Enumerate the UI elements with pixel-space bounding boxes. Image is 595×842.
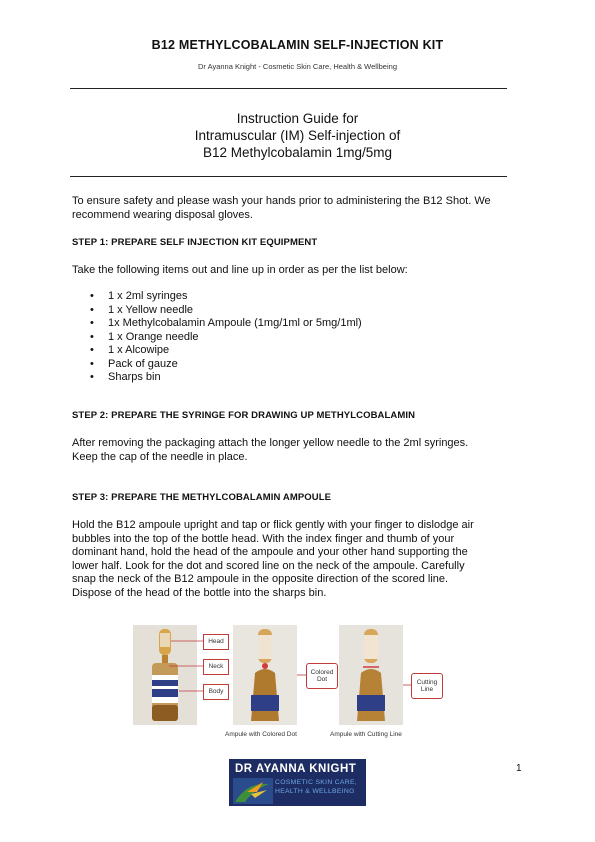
step2-line-2: Keep the cap of the needle in place. [72,450,248,463]
ampoule-photo-cutting-line [339,625,403,725]
list-item: • Sharps bin [90,371,362,385]
top-divider [70,88,507,89]
step2-paragraph [72,437,527,464]
list-item: • Pack of gauze [90,358,362,372]
callout-neck: Neck [203,659,229,675]
equipment-list [90,290,362,385]
step3-line-5: snap the neck of the B12 ampoule in the opposite direction of the scored line. [72,573,449,585]
document-title: B12 METHYLCOBALAMIN SELF-INJECTION KIT [151,38,444,52]
ampoule-figure [133,625,453,747]
bird-of-paradise-icon [233,778,273,804]
step2-line-1: After removing the packaging attach the longer yellow needle to the 2ml syringes. [72,437,469,449]
callout-cutting-line: Cutting Line [411,673,443,699]
callout-head: Head [203,634,229,650]
logo-tagline-1: COSMETIC SKIN CARE, [275,779,357,786]
guide-divider [70,176,507,177]
step3-line-1: Hold the B12 ampoule upright and tap or flick gently with your finger to dislodge air [72,519,474,531]
intro-paragraph [72,195,527,222]
page-number: 1 [516,763,522,774]
guide-line-3: B12 Methylcobalamin 1mg/5mg [202,145,393,160]
list-item: • 1x Methylcobalamin Ampoule (1mg/1ml or 5mg/1ml) [90,317,362,331]
caption-cutting-line: Ampule with Cutting Line [330,731,402,738]
document-subtitle: Dr Ayanna Knight - Cosmetic Skin Care, Health & Wellbeing [198,62,397,71]
callout-colored-dot: Colored Dot [306,663,338,689]
brand-logo [229,759,366,806]
list-item: • 1 x Alcowipe [90,344,362,358]
logo-name: DR AYANNA KNIGHT [235,763,357,775]
list-item: • 1 x Orange needle [90,331,362,345]
step3-heading: STEP 3: PREPARE THE METHYLCOBALAMIN AMPOULE [72,492,332,503]
intro-line-2: recommend wearing disposal gloves. [72,208,253,221]
step2-heading: STEP 2: PREPARE THE SYRINGE FOR DRAWING UP METHYLCOBALAMIN [72,410,416,421]
intro-line-1: To ensure safety and please wash your hands prior to administering the B12 Shot. We [72,195,491,207]
ampoule-photo-colored-dot [233,625,297,725]
caption-colored-dot: Ampule with Colored Dot [225,731,297,738]
step3-paragraph [72,519,527,600]
logo-tagline-2: HEALTH & WELLBEING [275,788,355,795]
step1-text: Take the following items out and line up in order as per the list below: [72,264,408,276]
guide-line-1: Instruction Guide for [236,111,359,126]
list-item: • 1 x Yellow needle [90,304,362,318]
step3-line-3: dominant hand, hold the head of the ampoule and your other hand supporting the [72,546,468,558]
guide-line-2: Intramuscular (IM) Self-injection of [194,128,401,143]
step3-line-6: Dispose of the head of the bottle into the sharps bin. [72,586,327,599]
step1-heading: STEP 1: PREPARE SELF INJECTION KIT EQUIPMENT [72,237,318,248]
list-item: • 1 x 2ml syringes [90,290,362,304]
guide-heading [0,110,595,161]
step3-line-4: lower half. Look for the dot and scored line on the neck of the ampoule. Carefully [72,559,465,572]
callout-body: Body [203,684,229,700]
step3-line-2: bubbles into the top of the bottle head. With the index finger and thumb of your [72,532,455,545]
